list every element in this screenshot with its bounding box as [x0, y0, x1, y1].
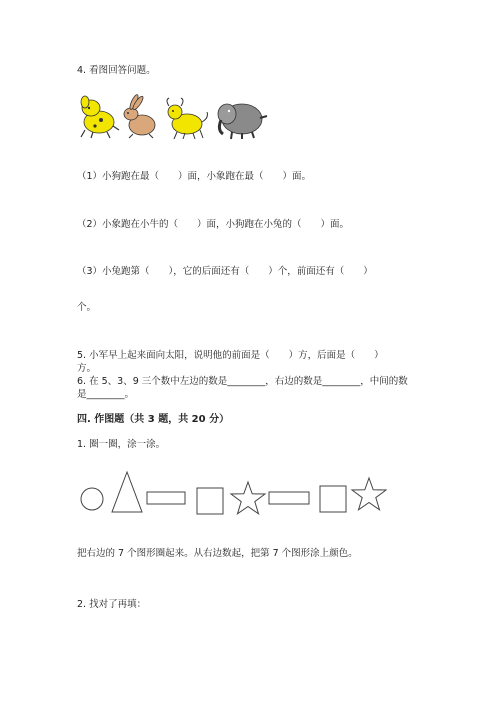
dog-icon [81, 96, 119, 138]
rectangle-shape [269, 492, 309, 504]
q5-line2: 方。 [77, 363, 97, 374]
animal-row [77, 92, 272, 142]
draw1-instruction: 把右边的 7 个图形圈起来。从右边数起，把第 7 个图形涂上颜色。 [77, 548, 358, 559]
triangle-shape [112, 472, 142, 512]
ox-icon [167, 98, 207, 139]
q4-sub2: （2）小象跑在小牛的（ ）面，小狗跑在小兔的（ ）面。 [77, 219, 350, 230]
square-shape [320, 486, 346, 512]
q4-title: 4. 看图回答问题。 [77, 65, 156, 76]
draw2-title: 2. 找对了再填： [77, 599, 147, 610]
circle-shape [81, 488, 103, 510]
q4-sub3-cont: 个。 [77, 302, 97, 313]
shape-row [77, 470, 387, 528]
q4-sub1: （1）小狗跑在最（ ）面，小象跑在最（ ）面。 [77, 171, 312, 182]
q6-line1: 6. 在 5、3、9 三个数中左边的数是________，右边的数是________，中间的数 [77, 376, 408, 387]
star-shape [231, 482, 265, 514]
q5-line1: 5. 小军早上起来面向太阳，说明他的前面是（ ）方，后面是（ ） [77, 350, 384, 361]
star-shape [352, 478, 386, 510]
rectangle-shape [147, 492, 185, 504]
q4-sub3: （3）小兔跑第（ ），它的后面还有（ ）个，前面还有（ ） [77, 266, 373, 277]
elephant-icon [218, 104, 267, 139]
draw1-title: 1. 圈一圈，涂一涂。 [77, 439, 166, 450]
q6-line2: 是________。 [77, 389, 135, 400]
section-heading: 四. 作图题（共 3 题，共 20 分） [77, 414, 230, 425]
rabbit-icon [124, 94, 155, 138]
square-shape [197, 488, 223, 514]
